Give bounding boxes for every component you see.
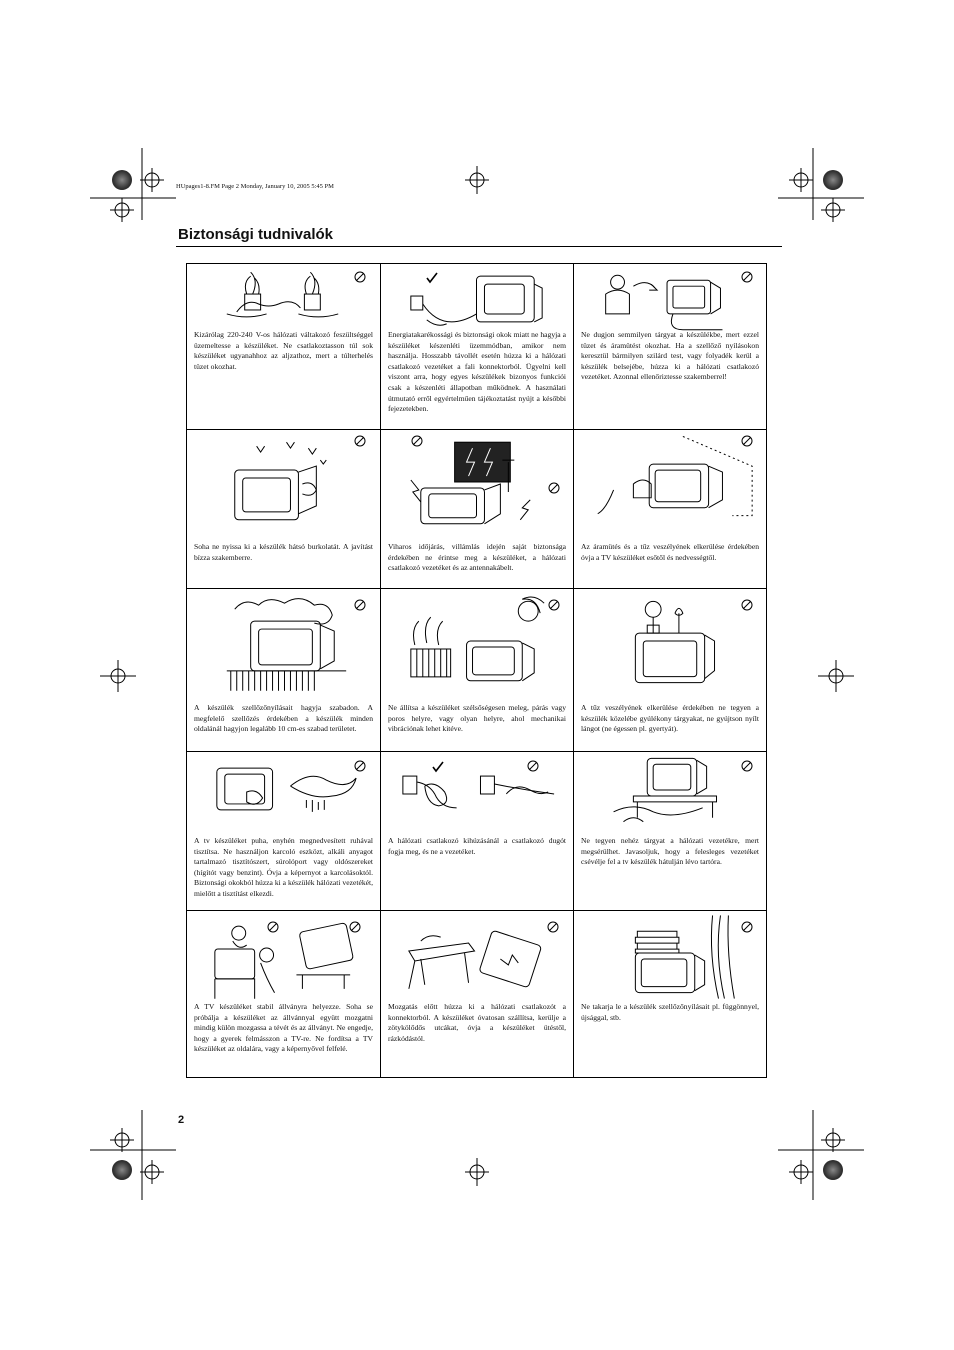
cover-vents-illustration — [574, 911, 766, 1001]
ventilation-illustration — [187, 589, 380, 694]
cell-cover — [187, 430, 381, 589]
cell-text: Ne tegyen nehéz tárgyat a hálózati vezetékre, mert megsérülhet. Javasoljuk, hogy a felesleges vezetéket csévélje fel a tv készülék hátulján lévo tartóra. — [581, 836, 759, 867]
cover-illustration — [187, 430, 380, 530]
prohibited-icon — [741, 760, 753, 772]
cable-illustration — [574, 752, 766, 832]
cell-text: A készülék szellőzőnyílásait hagyja szabadon. A megfelelő szellőzés érdekében a készülék minden oldalánál hagyjon legalább 10 cm-es szabad területet. — [194, 703, 373, 734]
page-number: 2 — [178, 1114, 185, 1126]
fire-illustration — [574, 589, 766, 694]
page-title: Biztonsági tudnivalók — [178, 226, 334, 243]
cell-text: A tűz veszélyének elkerülése érdekében ne tegyen a készülék közelébe gyúlékony tárgyakat, ne gyújtson nyílt lángot (ne égessen pl. gyertyát). — [581, 703, 759, 734]
cell-text: Ne állítsa a készüléket szélsőségesen meleg, párás vagy poros helyre, vagy olyan helyre, ahol mechanikai vibrációnak lehet kitéve. — [388, 703, 566, 734]
cell-moisture — [574, 430, 766, 589]
cell-stand — [187, 911, 381, 1077]
prohibited-icon — [527, 760, 539, 772]
cell-text: Energiatakarékossági és biztonsági okok miatt ne hagyja a készüléket készenléti üzemmódban, amikor nem használja. Hosszabb távollét esetén húzza ki a hálózati csatlakozó vezetéket a fali konnektorból. Ügyelni kell viszont arra, hogy egyes készülékek bizonyos funkciói csak a készenléti állapotban működnek. A használati útmutató erről egyértelműen tájékoztatást nyújt a későbbi fejezetekben. — [388, 330, 566, 414]
cell-plug — [381, 752, 574, 911]
plug-illustration — [381, 752, 573, 832]
cell-cover-vents — [574, 911, 766, 1077]
cell-heat — [381, 589, 574, 752]
prohibited-icon — [548, 599, 560, 611]
cell-text: Ne takarja le a készülék szellőzőnyílásait pl. függönnyel, újsággal, stb. — [581, 1002, 759, 1022]
prohibited-icon — [741, 435, 753, 447]
cell-text: A tv készüléket puha, enyhén megnedvesített ruhával tisztítsa. Ne használjon karcoló eszközt, alkáli anyagot tartalmazó tisztítószert, súrolóport vagy oldószereket (hígítót vagy benzint). Óvja a képernyot a karcolásoktól. Biztonsági okokból húzza ki a készülék hálózati vezetékét, mielőtt a tisztítást elkezdi. — [194, 836, 373, 898]
cell-transport — [381, 911, 574, 1077]
prohibited-icon — [354, 435, 366, 447]
cleaning-illustration — [187, 752, 380, 832]
prohibited-icon — [267, 921, 279, 933]
storm-illustration — [381, 430, 573, 530]
cell-standby — [381, 264, 574, 430]
cell-text: Viharos időjárás, villámlás idején saját biztonsága érdekében ne érintse meg a készüléket, a hálózati csatlakozó vezetéket és az antennakábelt. — [388, 542, 566, 573]
moisture-illustration — [574, 430, 766, 530]
prohibited-icon — [741, 599, 753, 611]
cell-text: Kizárólag 220-240 V-os hálózati váltakozó feszültséggel üzemeltesse a készüléket. Ne csatlakoztasson túl sok készüléket ugyanahhoz az aljzathoz, mert a túlterhelés tüzet okozhat. — [194, 330, 373, 371]
heat-illustration — [381, 589, 573, 694]
title-rule — [176, 246, 782, 247]
prohibited-icon — [548, 482, 560, 494]
safety-grid — [186, 263, 767, 1078]
cell-cleaning — [187, 752, 381, 911]
prohibited-icon — [354, 271, 366, 283]
cell-text: Mozgatás előtt húzza ki a hálózati csatlakozót a konnektorból. A készüléket óvatosan szállítsa, kerülje a zötykölődős utcákat, óvja a készüléket ütéstől, rázkódástól. — [388, 1002, 566, 1043]
prohibited-icon — [354, 599, 366, 611]
cell-voltage — [187, 264, 381, 430]
prohibited-icon — [547, 921, 559, 933]
cell-text: Soha ne nyissa ki a készülék hátsó burkolatát. A javítást bízza szakemberre. — [194, 542, 373, 562]
transport-illustration — [381, 911, 573, 1001]
cell-text: Ne dugjon semmilyen tárgyat a készülékbe, mert ezzel tüzet és áramütést okozhat. Ha a szellőző nyílásokon keresztül bármilyen szilárd test, vagy folyadék kerül a készülék belsejébe, húzza ki a hálózati csatlakozó vezetéket. Azonnal ellenőriztesse szakemberrel! — [581, 330, 759, 382]
check-icon — [425, 271, 439, 285]
prohibited-icon — [741, 271, 753, 283]
cell-text: Az áramütés és a tűz veszélyének elkerülése érdekében óvja a TV készüléket esőtől és nedvességtől. — [581, 542, 759, 562]
cell-ventilation — [187, 589, 381, 752]
prohibited-icon — [741, 921, 753, 933]
cell-objects — [574, 264, 766, 430]
prohibited-icon — [349, 921, 361, 933]
cell-text: A hálózati csatlakozó kihúzásánál a csatlakozó dugót fogja meg, és ne a vezetéket. — [388, 836, 566, 856]
cell-fire — [574, 589, 766, 752]
cell-text: A TV készüléket stabil állványra helyezze. Soha se próbálja a készüléket az állvánnyal együtt mozgatni mindig külön mozgassa a tévét és az állványt. Ne engedje, hogy a gyerek felmásszon a TV-re. Ne fordítsa a TV készüléket az oldalára, vagy a képernyővel felfelé. — [194, 1002, 373, 1054]
cell-storm — [381, 430, 574, 589]
prohibited-icon — [411, 435, 423, 447]
prohibited-icon — [354, 760, 366, 772]
check-icon — [431, 760, 445, 774]
cell-cable — [574, 752, 766, 911]
file-info-header: HUpages1-8.FM Page 2 Monday, January 10, 2005 5:45 PM — [176, 183, 334, 190]
